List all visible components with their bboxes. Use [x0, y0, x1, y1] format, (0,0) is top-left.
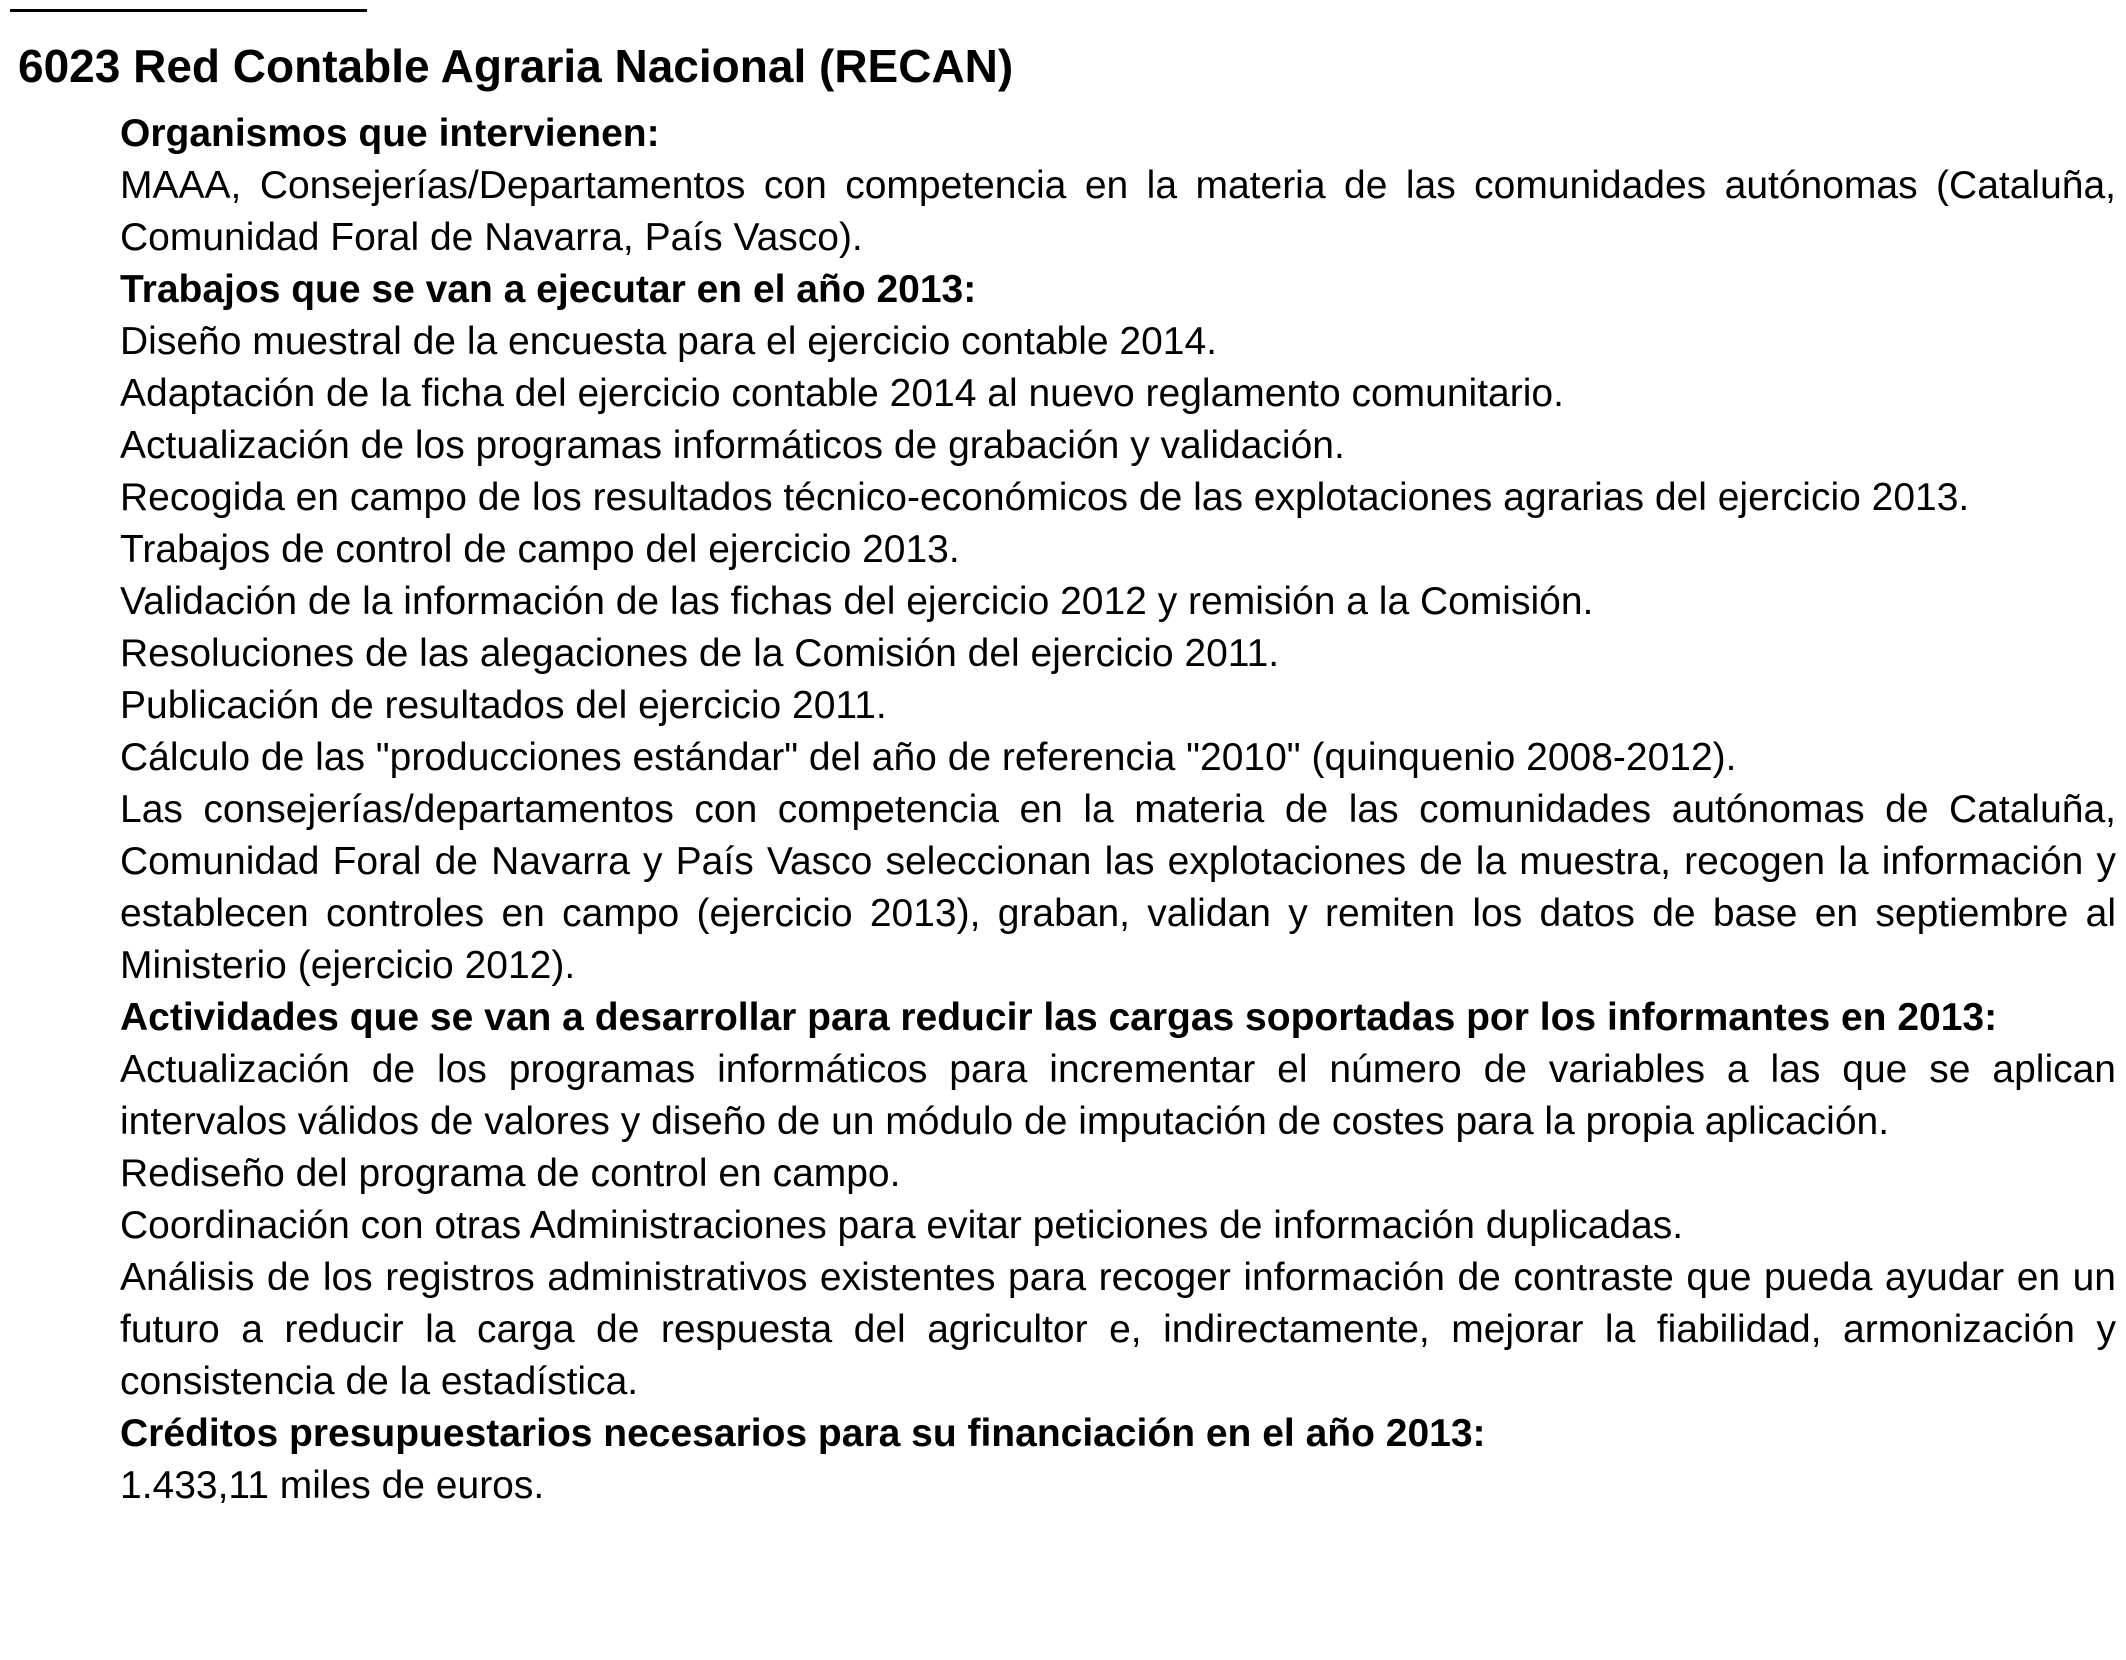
- paragraph: Resoluciones de las alegaciones de la Comisión del ejercicio 2011.: [120, 632, 1280, 675]
- paragraph: MAAA, Consejerías/Departamentos con competencia en la materia de las comunidades autónomas (Cataluña, Comunidad Foral de Navarra, País Vasco).: [120, 164, 2116, 259]
- paragraph: Actualización de los programas informáticos para incrementar el número de variables a las que se aplican intervalos válidos de valores y diseño de un módulo de imputación de costes para la propia aplicación.: [120, 1048, 2116, 1143]
- paragraph: Publicación de resultados del ejercicio 2011.: [120, 684, 887, 727]
- paragraph: Trabajos de control de campo del ejercicio 2013.: [120, 528, 960, 571]
- section-creditos: [120, 1408, 2116, 1512]
- section-heading: Créditos presupuestarios necesarios para su financiación en el año 2013:: [120, 1412, 1486, 1455]
- paragraph: Rediseño del programa de control en campo.: [120, 1152, 901, 1195]
- paragraph: Las consejerías/departamentos con competencia en la materia de las comunidades autónomas de Cataluña, Comunidad Foral de Navarra y País Vasco seleccionan las explotaciones de la muestra, recogen la información y establecen controles en campo (ejercicio 2013), graban, validan y remiten los datos de base en septiembre al Ministerio (ejercicio 2012).: [120, 788, 2116, 987]
- paragraph: Diseño muestral de la encuesta para el ejercicio contable 2014.: [120, 320, 1217, 363]
- top-rule: [10, 9, 367, 12]
- section-heading: Organismos que intervienen:: [120, 112, 660, 155]
- section-heading: Trabajos que se van a ejecutar en el año 2013:: [120, 268, 977, 311]
- section-actividades: [120, 992, 2116, 1408]
- paragraph: Recogida en campo de los resultados técnico-económicos de las explotaciones agrarias del ejercicio 2013.: [120, 476, 1970, 519]
- paragraph: Coordinación con otras Administraciones para evitar peticiones de información duplicadas.: [120, 1204, 1684, 1247]
- paragraph: Validación de la información de las fichas del ejercicio 2012 y remisión a la Comisión.: [120, 580, 1594, 623]
- paragraph: Análisis de los registros administrativos existentes para recoger información de contraste que pueda ayudar en un futuro a reducir la carga de respuesta del agricultor e, indirectamente, mejorar la fiabilidad, armonización y consistencia de la estadística.: [120, 1256, 2116, 1403]
- paragraph: 1.433,11 miles de euros.: [120, 1464, 545, 1507]
- document-body: [120, 108, 2116, 1512]
- section-organismos: [120, 108, 2116, 264]
- document-title: 6023 Red Contable Agraria Nacional (RECAN): [18, 40, 1014, 92]
- paragraph: Actualización de los programas informáticos de grabación y validación.: [120, 424, 1345, 467]
- section-trabajos: [120, 264, 2116, 992]
- paragraph: Cálculo de las "producciones estándar" del año de referencia "2010" (quinquenio 2008-2012).: [120, 736, 1737, 779]
- section-heading: Actividades que se van a desarrollar para reducir las cargas soportadas por los informantes en 2013:: [120, 996, 1998, 1039]
- paragraph: Adaptación de la ficha del ejercicio contable 2014 al nuevo reglamento comunitario.: [120, 372, 1564, 415]
